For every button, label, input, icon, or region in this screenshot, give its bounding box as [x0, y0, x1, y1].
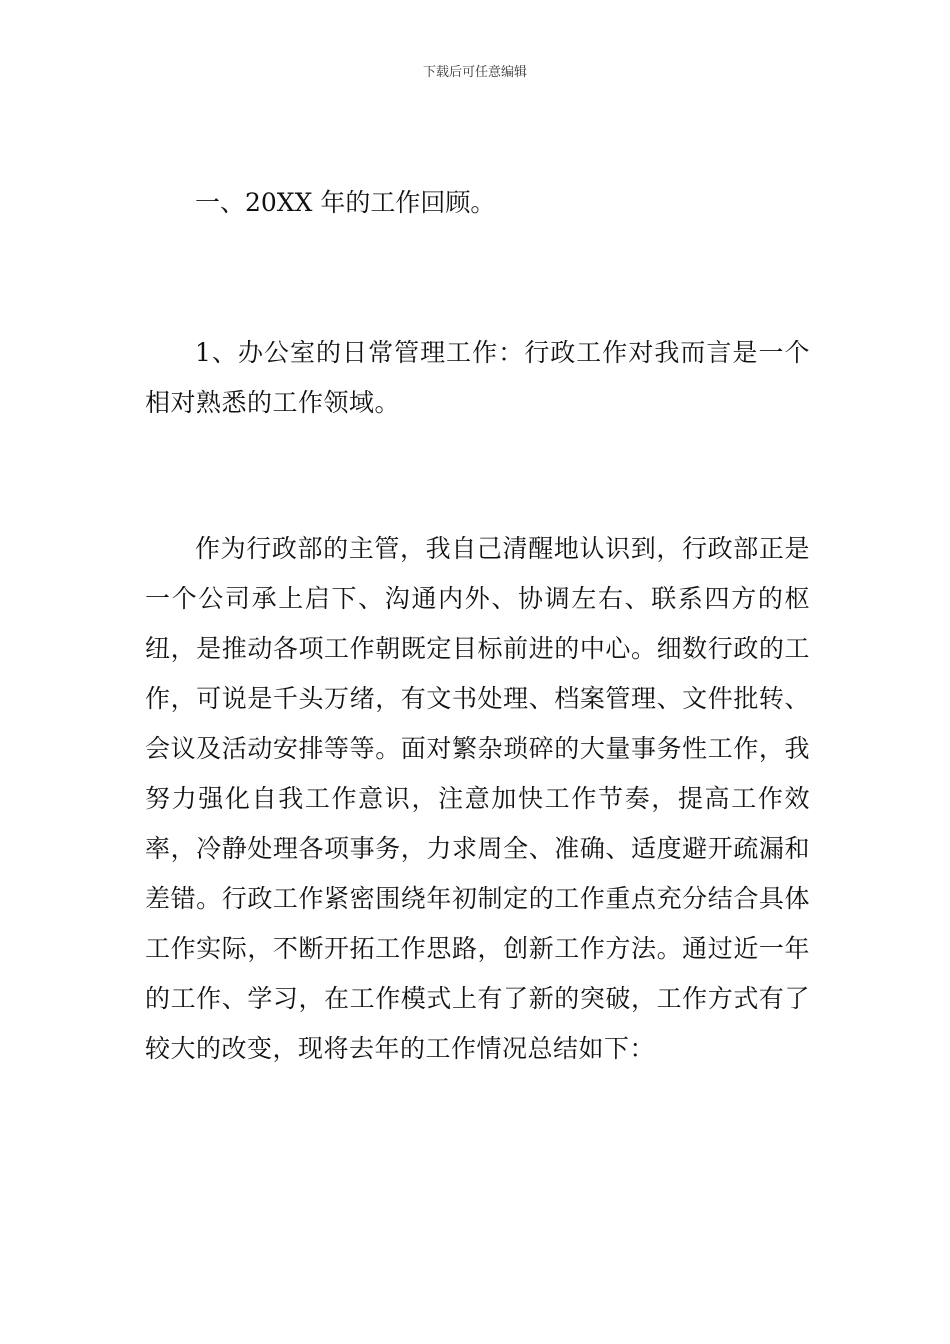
paragraph-daily-management: 1、办公室的日常管理工作：行政工作对我而言是一个相对熟悉的工作领域。 — [145, 338, 810, 417]
paragraph-admin-role: 作为行政部的主管，我自己清醒地认识到，行政部正是一个公司承上启下、沟通内外、协调左右、联系四方的枢纽，是推动各项工作朝既定目标前进的中心。细数行政的工作，可说是千头万绪，有文书处理、档案管理、文件批转、会议及活动安排等等。面对繁杂琐碎的大量事务性工作，我努力强化自我工作意识，注意加快工作节奏，提高工作效率，冷静处理各项事务，力求周全、准确、适度避开疏漏和差错。行政工作紧密围绕年初制定的工作重点充分结合具体工作实际，不断开拓工作思路，创新工作方法。通过近一年的工作、学习，在工作模式上有了新的突破，工作方式有了较大的改变，现将去年的工作情况总结如下： — [145, 534, 810, 1063]
section-heading: 一、20XX 年的工作回顾。 — [195, 188, 496, 217]
page-header-note: 下载后可任意编辑 — [422, 65, 527, 80]
